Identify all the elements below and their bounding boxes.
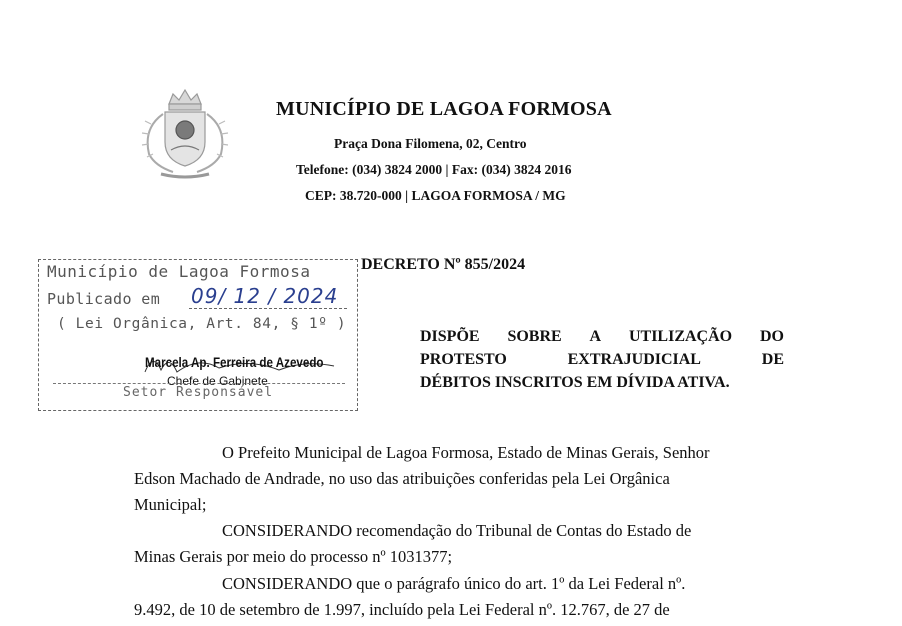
stamp-published-label: Publicado em [47, 290, 161, 308]
stamp-divider [53, 383, 345, 384]
stamp-signer-name: Marcela Ap. Ferreira de Azevedo [145, 355, 324, 370]
paragraph-preamble [134, 440, 784, 518]
paragraph-line: Municipal; [134, 495, 207, 514]
decree-summary [420, 325, 784, 394]
stamp-signer-role: Chefe de Gabinete [167, 374, 268, 388]
summary-word: PROTESTO [420, 351, 507, 368]
stamp-date-underline [189, 308, 347, 309]
header-address: Praça Dona Filomena, 02, Centro [334, 136, 527, 151]
header-cep: CEP: 38.720-000 | LAGOA FORMOSA / MG [305, 188, 566, 203]
stamp-municipality: Município de Lagoa Formosa [47, 262, 311, 281]
summary-line-1 [420, 325, 784, 348]
stamp-sector: Setor Responsável [123, 385, 274, 400]
summary-word: DO [759, 328, 784, 345]
summary-word: UTILIZAÇÃO [628, 328, 733, 345]
municipality-title: MUNICÍPIO DE LAGOA FORMOSA [276, 98, 612, 120]
summary-word: EXTRAJUDICIAL [567, 351, 701, 368]
coat-of-arms-seal [133, 84, 237, 182]
header-phone: Telefone: (034) 3824 2000 | Fax: (034) 3824 2016 [296, 162, 572, 177]
summary-line-3 [420, 371, 784, 394]
paragraph-line: Edson Machado de Andrade, no uso das atribuições conferidas pela Lei Orgânica [134, 469, 670, 488]
paragraph-line: CONSIDERANDO recomendação do Tribunal de Contas do Estado de [222, 521, 692, 540]
paragraph-line: Minas Gerais por meio do processo nº 1031377; [134, 547, 453, 566]
paragraph-considerando-1 [134, 518, 784, 570]
summary-word: A [589, 328, 602, 345]
summary-word: DÉBITOS INSCRITOS EM DÍVIDA ATIVA. [420, 374, 730, 391]
decree-number: DECRETO Nº 855/2024 [361, 256, 526, 273]
stamp-handwritten-date: 09/ 12 / 2024 [191, 284, 339, 308]
paragraph-line: 9.492, de 10 de setembro de 1.997, incluído pela Lei Federal nº. 12.767, de 27 de [134, 600, 670, 619]
stamp-legal-reference: ( Lei Orgânica, Art. 84, § 1º ) [57, 316, 347, 332]
summary-word: SOBRE [507, 328, 562, 345]
paragraph-line: CONSIDERANDO que o parágrafo único do art. 1º da Lei Federal nº. [222, 574, 686, 593]
paragraph-line: O Prefeito Municipal de Lagoa Formosa, Estado de Minas Gerais, Senhor [222, 443, 710, 462]
publication-stamp [38, 259, 358, 411]
paragraph-considerando-2 [134, 571, 784, 623]
summary-word: DISPÕE [420, 328, 480, 345]
summary-word: DE [761, 351, 784, 368]
summary-line-2 [420, 348, 784, 371]
